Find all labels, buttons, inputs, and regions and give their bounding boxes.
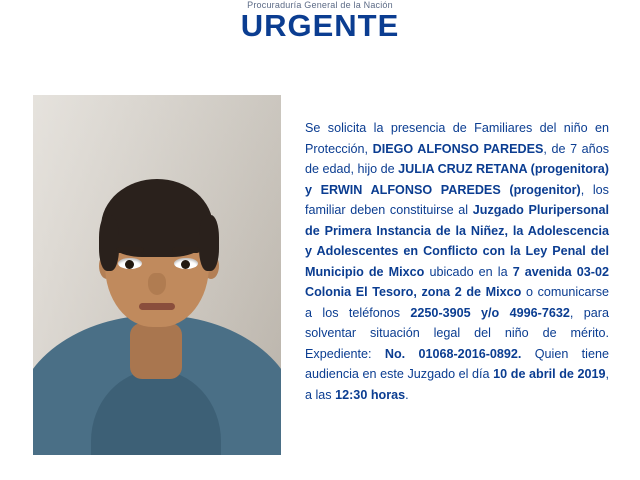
child-name: DIEGO ALFONSO PAREDES: [372, 141, 544, 156]
body-intro: Se solicita la presencia de Familiares del niño en Protección,: [305, 121, 609, 156]
notice-body-text: [305, 118, 609, 405]
hearing-date: 10 de abril de 2019: [493, 367, 606, 381]
body-time-lead: , a las: [305, 367, 609, 402]
body-age: , de 7 años de edad, hijo de: [305, 141, 609, 176]
eyebrow-left-shape: [116, 247, 144, 253]
body-constitute: , los familiar deben constituirse al: [305, 182, 609, 217]
body-phones-lead: o comunicarse a los teléfonos: [305, 285, 609, 320]
page-title: URGENTE: [240, 8, 400, 43]
father-name: ERWIN ALFONSO PAREDES (progenitor): [320, 182, 581, 197]
hearing-time: 12:30 horas: [335, 387, 406, 402]
hair-side-right-shape: [199, 215, 219, 271]
body-end: .: [405, 387, 409, 402]
body-hearing-lead: Quien tiene audiencia en este Juzgado el día: [305, 346, 609, 381]
body-located: ubicado en la: [424, 264, 513, 279]
nose-shape: [148, 273, 166, 295]
contact-phones: 2250-3905 y/o 4996-7632: [410, 305, 570, 320]
mouth-shape: [139, 303, 175, 310]
file-number: No. 01068-2016-0892.: [384, 346, 522, 361]
neck-shape: [130, 323, 182, 379]
court-name: Juzgado Pluripersonal de Primera Instancia de la Niñez, la Adolescencia y Adolescentes en Conflicto con la Ley Penal del Municipio de Mixco: [305, 203, 609, 279]
court-address: 7 avenida 03-02 Colonia El Tesoro, zona 2 de Mixco: [305, 264, 609, 299]
mother-name: JULIA CRUZ RETANA (progenitora) y: [305, 162, 609, 197]
eyebrow-right-shape: [172, 247, 200, 253]
hair-side-left-shape: [99, 215, 119, 271]
portrait-photo: [33, 95, 281, 455]
pupil-right-shape: [181, 260, 190, 269]
organization-line: Procuraduría General de la Nación: [247, 0, 393, 10]
body-purpose: , para solventar situación legal del niño de mérito. Expediente:: [305, 305, 609, 361]
pupil-left-shape: [125, 260, 134, 269]
